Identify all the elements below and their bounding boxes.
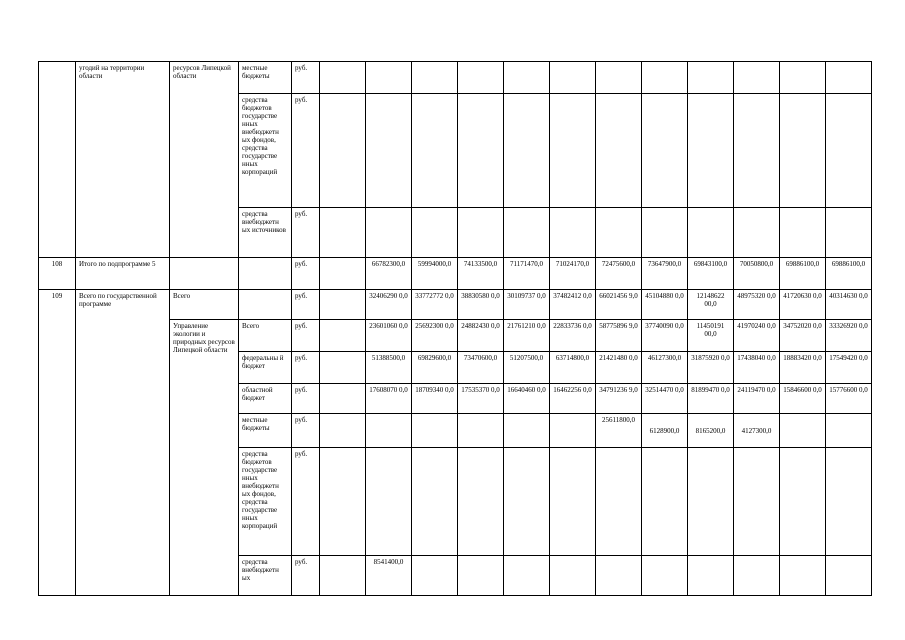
source-cell: средства бюджетов государстве нных внебюджетн ых фондов, средства государстве нных корпораций [239,94,292,208]
value-cell: 59994000,0 [412,258,458,290]
value-cell: 21421480 0,0 [596,352,642,384]
row-number-cell [39,62,76,258]
table-row [39,258,872,290]
value-cell: 11450191 00,0 [688,320,734,352]
value-cell: 17438040 0,0 [734,352,780,384]
value-cell: 37740090 0,0 [642,320,688,352]
value-cell: 63714800,0 [550,352,596,384]
value-cell: 21761210 0,0 [504,320,550,352]
value-cell: 46127300,0 [642,352,688,384]
value-cell: 16640460 0,0 [504,384,550,414]
value-cell: 33326920 0,0 [826,320,872,352]
value-cell: 23601060 0,0 [366,320,412,352]
unit-cell: руб. [292,208,320,258]
value-cell: 73470600,0 [458,352,504,384]
value-cell: 81899470 0,0 [688,384,734,414]
value-cell: 6128900,0 [642,414,688,448]
value-cell: 58775896 9,0 [596,320,642,352]
value-cell: 12148622 00,0 [688,290,734,320]
executor-cell: Управление экологии и природных ресурсов Липецкой области [170,320,239,596]
value-cell [826,414,872,448]
value-cell: 32514470 0,0 [642,384,688,414]
unit-cell: руб. [292,352,320,384]
unit-cell: руб. [292,414,320,448]
unit-cell: руб. [292,258,320,290]
unit-cell: руб. [292,290,320,320]
value-cell [550,414,596,448]
value-cell: 71024170,0 [550,258,596,290]
value-cell: 31875920 0,0 [688,352,734,384]
value-cell: 40314630 0,0 [826,290,872,320]
value-cell: 18709340 0,0 [412,384,458,414]
value-cell: 38830580 0,0 [458,290,504,320]
unit-cell: руб. [292,448,320,556]
value-cell: 71171470,0 [504,258,550,290]
total-label-cell: Всего [170,290,239,320]
table-body [39,62,872,596]
value-cell: 25692300 0,0 [412,320,458,352]
value-cell: 8165200,0 [688,414,734,448]
value-cell: 45104880 0,0 [642,290,688,320]
value-cell: 17608070 0,0 [366,384,412,414]
value-cell: 69843100,0 [688,258,734,290]
unit-cell: руб. [292,62,320,94]
value-cell: 8541400,0 [366,556,412,596]
value-cell: 34791236 9,0 [596,384,642,414]
source-cell: средства внебюджетн ых [239,556,292,596]
value-cell: 69829600,0 [412,352,458,384]
value-cell: 4127300,0 [734,414,780,448]
source-cell: федеральны й бюджет [239,352,292,384]
value-cell: 33772772 0,0 [412,290,458,320]
table-row [39,290,872,320]
value-cell: 34752020 0,0 [780,320,826,352]
budget-table [38,61,872,596]
row-number-cell: 109 [39,290,76,596]
value-cell: 17549420 0,0 [826,352,872,384]
value-cell [504,414,550,448]
value-cell: 69886100,0 [826,258,872,290]
goal-cell: угодий на территории области [76,62,170,258]
value-cell: 17535370 0,0 [458,384,504,414]
name-cell: Итого по подпрограмме 5 [76,258,170,290]
value-cell: 70050800,0 [734,258,780,290]
table-row [39,62,872,94]
unit-cell: руб. [292,384,320,414]
value-cell: 16462256 0,0 [550,384,596,414]
source-cell: средства бюджетов государстве нных внебюджетн ых фондов, средства государстве нных корпораций [239,448,292,556]
value-cell [458,414,504,448]
value-cell: 32406290 0,0 [366,290,412,320]
value-cell: 69886100,0 [780,258,826,290]
value-cell: 22833736 0,0 [550,320,596,352]
value-cell: 41720630 0,0 [780,290,826,320]
value-cell [366,414,412,448]
value-cell: 30109737 0,0 [504,290,550,320]
source-cell: Всего [239,320,292,352]
value-cell: 24119470 0,0 [734,384,780,414]
value-cell: 66021456 9,0 [596,290,642,320]
value-cell: 24882430 0,0 [458,320,504,352]
unit-cell: руб. [292,320,320,352]
value-cell: 37482412 0,0 [550,290,596,320]
source-cell: областной бюджет [239,384,292,414]
value-cell: 15776600 0,0 [826,384,872,414]
value-cell: 48975320 0,0 [734,290,780,320]
value-cell: 51207500,0 [504,352,550,384]
unit-cell: руб. [292,556,320,596]
value-cell: 74133500,0 [458,258,504,290]
value-cell: 51388500,0 [366,352,412,384]
value-cell: 18883420 0,0 [780,352,826,384]
row-number-cell: 108 [39,258,76,290]
value-cell: 25611800,0 [596,414,642,448]
value-cell: 66782300,0 [366,258,412,290]
value-cell: 73647900,0 [642,258,688,290]
value-cell [780,414,826,448]
value-cell: 41970240 0,0 [734,320,780,352]
unit-cell: руб. [292,94,320,208]
name-cell: Всего по государственной программе [76,290,170,596]
source-cell: местные бюджеты [239,62,292,94]
value-cell: 15846600 0,0 [780,384,826,414]
source-cell: местные бюджеты [239,414,292,448]
source-cell: средства внебюджетн ых источников [239,208,292,258]
value-cell [412,414,458,448]
executor-cell: ресурсов Липецкой области [170,62,239,258]
value-cell: 72475600,0 [596,258,642,290]
